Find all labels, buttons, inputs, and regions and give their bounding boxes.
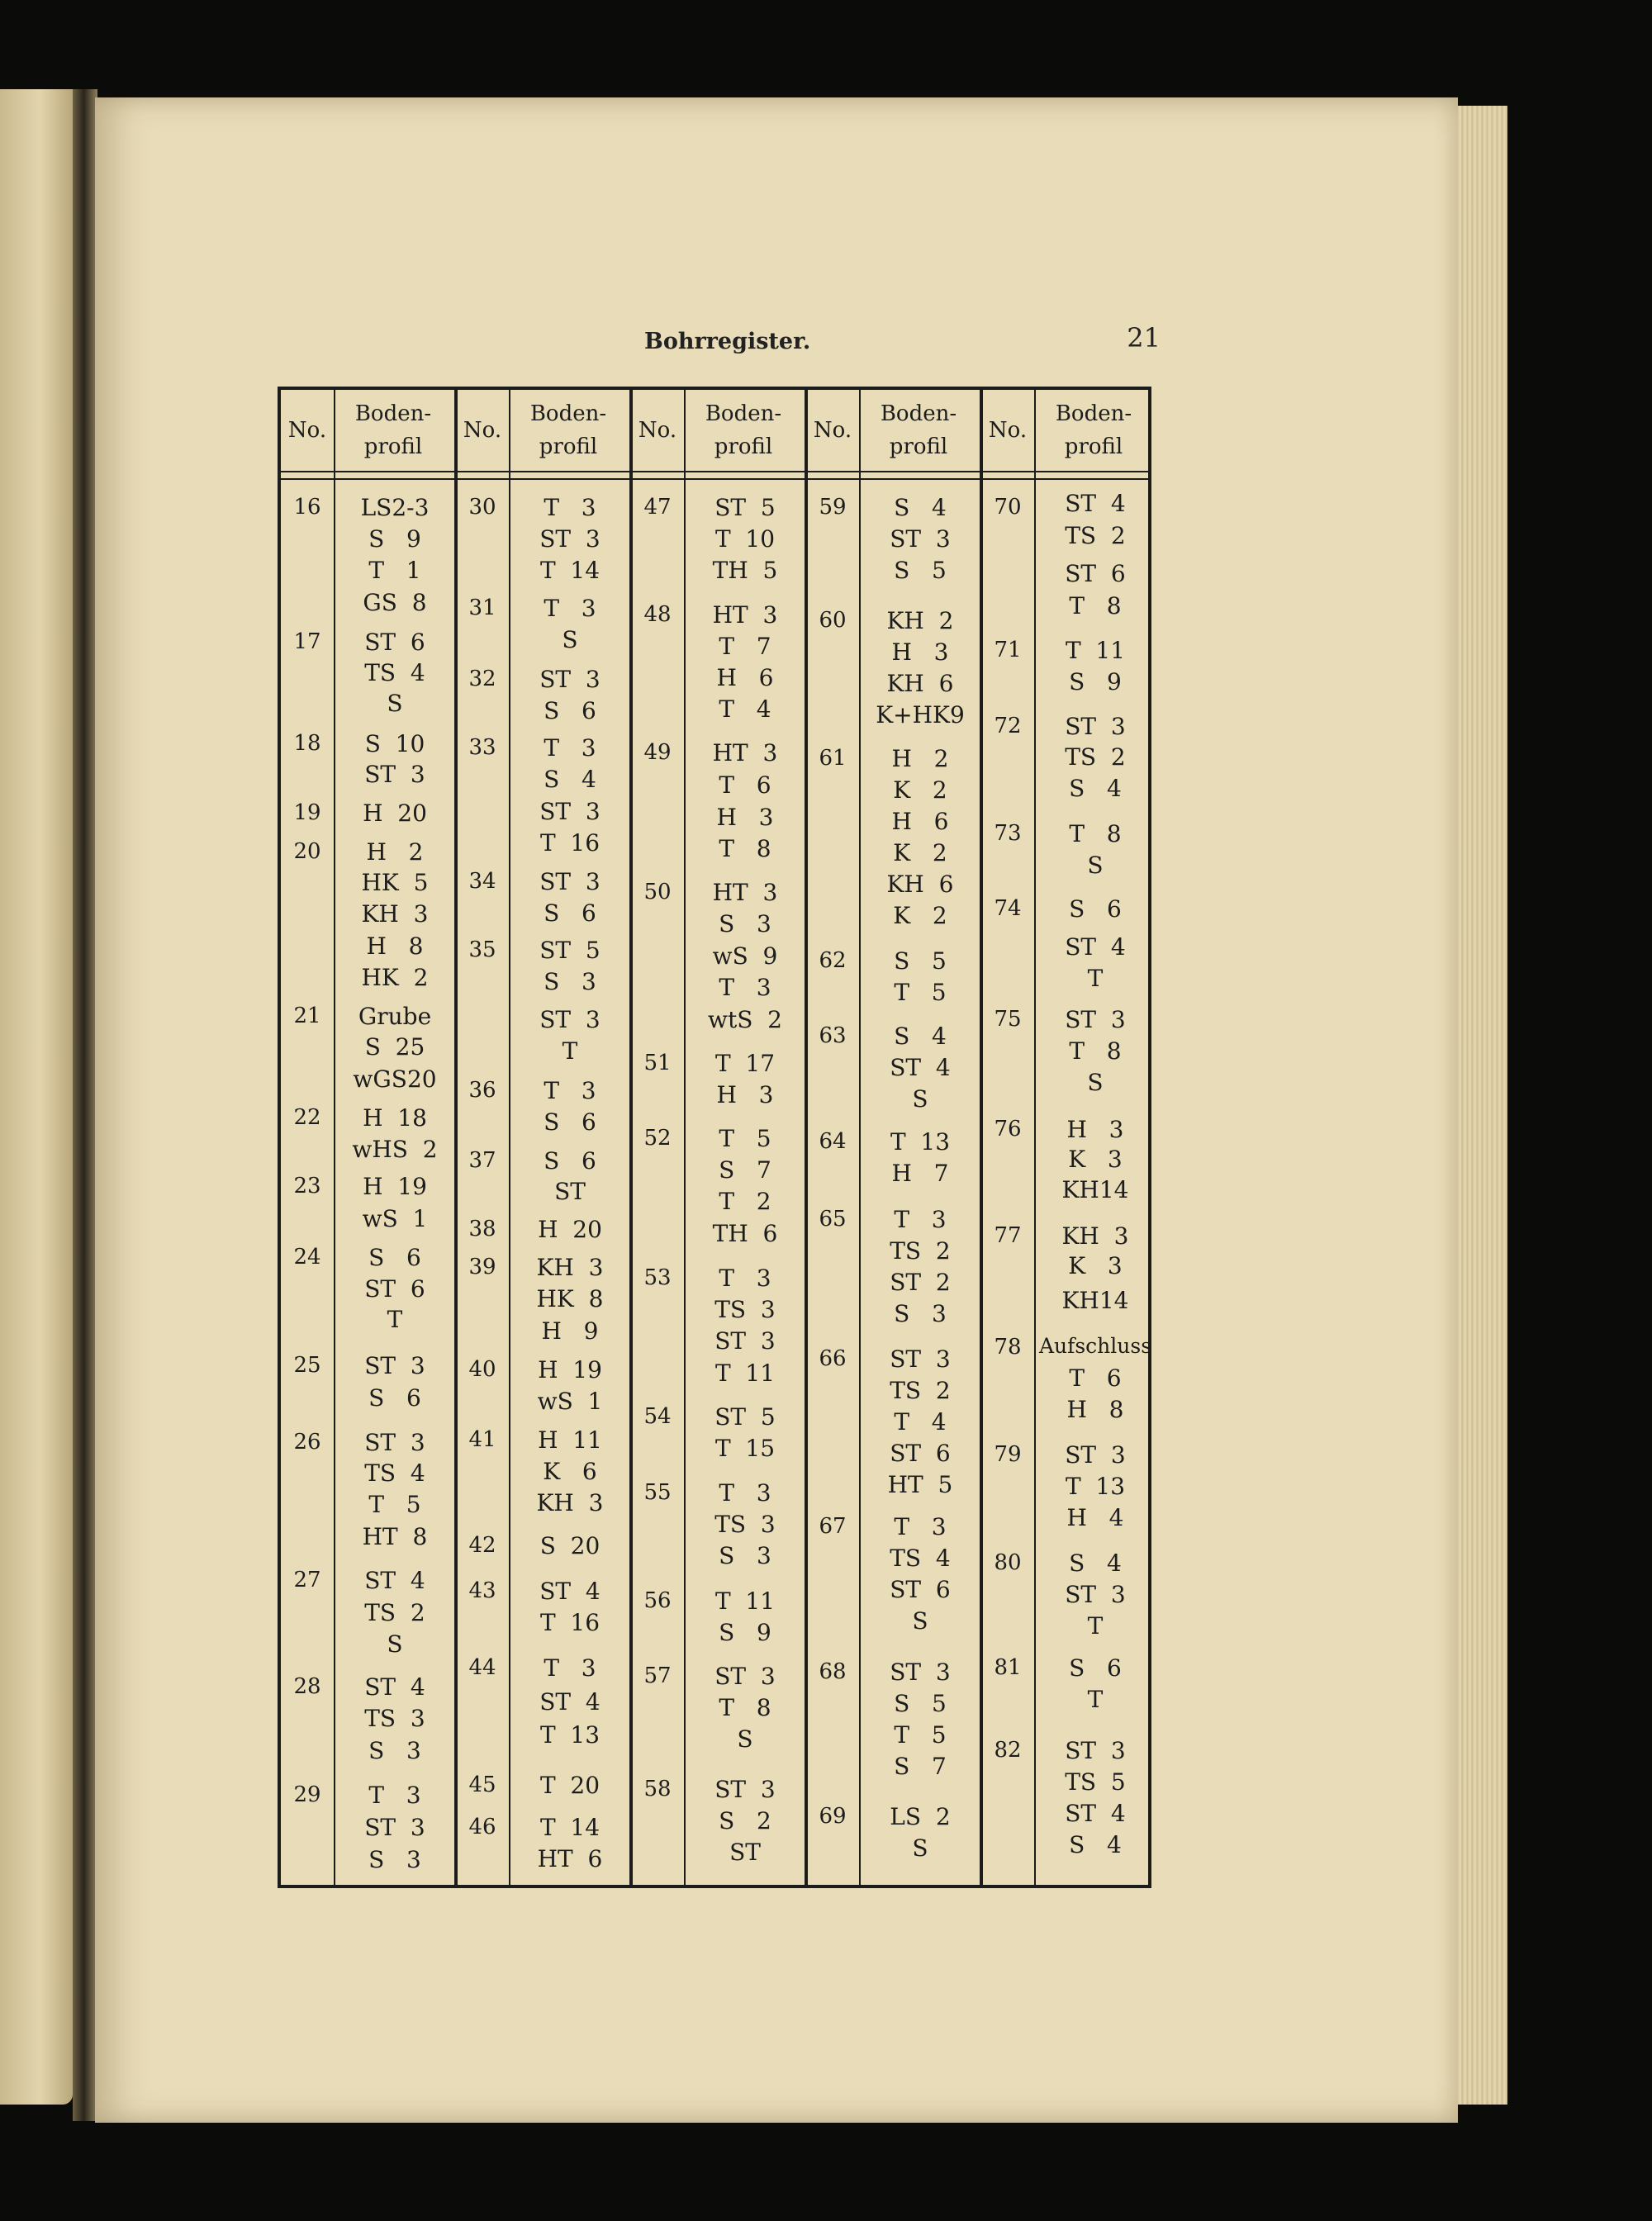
profile-entry: ST 3 <box>1065 1737 1126 1764</box>
boring-number: 52 <box>643 1126 672 1151</box>
profile-entry: ST 3 <box>539 868 601 895</box>
profile-entry: S 25 <box>364 1033 425 1061</box>
profile-entry: TS 3 <box>364 1705 425 1732</box>
profile-entry: S <box>1087 1069 1104 1096</box>
profile-entry: T 8 <box>1069 592 1122 619</box>
boring-number: 69 <box>819 1804 847 1829</box>
profile-entry: T 3 <box>368 1782 421 1809</box>
profile-entry: T 13 <box>890 1128 951 1156</box>
profile-entry: ST 4 <box>364 1673 425 1701</box>
profile-entry: K 2 <box>893 776 947 804</box>
profile-entry: ST 3 <box>1065 713 1126 740</box>
profile-entry: ST 4 <box>1065 1800 1126 1827</box>
profile-entry: T 15 <box>714 1435 776 1462</box>
profile-entry: ST 5 <box>714 494 776 521</box>
profile-entry: ST 3 <box>1065 1006 1126 1033</box>
profile-entry: wS 9 <box>712 942 778 970</box>
profile-entry: T 8 <box>1069 820 1122 847</box>
boring-number: 56 <box>643 1588 672 1613</box>
profile-entry: ST 4 <box>364 1567 425 1594</box>
profile-entry: S 4 <box>1069 1831 1122 1858</box>
profile-entry: ST 3 <box>364 761 425 788</box>
boring-number: 45 <box>468 1773 496 1797</box>
profile-entry: T 3 <box>719 1479 771 1507</box>
profile-entry: HT 3 <box>712 601 778 629</box>
profile-entry: H 3 <box>1066 1116 1124 1143</box>
boring-number: 23 <box>293 1174 321 1198</box>
profile-entry: ST 3 <box>364 1352 425 1379</box>
profile-entry: HT 5 <box>887 1471 953 1498</box>
profile-entry: ST 3 <box>714 1776 776 1803</box>
profile-entry: TS 2 <box>364 1599 425 1626</box>
header-bodenprofil: Boden- profil <box>880 401 957 459</box>
profile-entry: ST 3 <box>539 666 601 693</box>
profile-entry: wS 1 <box>537 1388 603 1415</box>
profile-entry: S 9 <box>368 525 421 553</box>
profile-entry: ST 3 <box>539 798 601 825</box>
profile-entry: S 4 <box>894 494 947 521</box>
profile-entry: ST <box>729 1839 761 1866</box>
boring-number: 59 <box>819 495 847 520</box>
profile-entry: TS 3 <box>714 1296 776 1323</box>
boring-number: 33 <box>468 735 496 760</box>
header-no: No. <box>638 418 677 443</box>
profile-entry: T 3 <box>544 494 596 521</box>
boring-number: 47 <box>643 495 672 520</box>
boring-number: 65 <box>819 1207 847 1232</box>
profile-entry: ST 6 <box>364 1275 425 1303</box>
boring-number: 37 <box>468 1148 496 1173</box>
profile-entry: H 6 <box>891 808 949 835</box>
profile-entry: S <box>912 1834 928 1862</box>
profile-entry: TH 6 <box>712 1220 778 1247</box>
boring-number: 27 <box>293 1568 321 1592</box>
profile-entry: S <box>562 626 578 653</box>
profile-entry: T 13 <box>539 1721 601 1749</box>
boring-number: 39 <box>468 1255 496 1279</box>
profile-entry: H 8 <box>1066 1396 1124 1423</box>
boring-number: 71 <box>994 638 1022 662</box>
profile-entry: T 11 <box>714 1587 776 1615</box>
profile-entry: KH 2 <box>886 607 954 634</box>
boring-number: 18 <box>293 731 321 756</box>
profile-entry: S 9 <box>719 1619 771 1646</box>
profile-entry: S 7 <box>894 1753 947 1780</box>
profile-entry: T <box>387 1306 403 1333</box>
profile-entry: S 7 <box>719 1156 771 1184</box>
profile-entry: T 6 <box>719 771 771 799</box>
profile-entry: S 20 <box>539 1532 601 1559</box>
profile-entry: ST 3 <box>714 1663 776 1690</box>
profile-entry: H 20 <box>363 800 427 827</box>
boring-number: 58 <box>643 1777 672 1801</box>
profile-entry: T 5 <box>368 1491 421 1518</box>
book-gutter <box>73 89 97 2121</box>
profile-entry: TS 5 <box>1065 1768 1126 1796</box>
boring-number: 49 <box>643 740 672 765</box>
profile-entry: ST 6 <box>364 629 425 656</box>
profile-entry: KH14 <box>1061 1287 1129 1314</box>
boring-number: 64 <box>819 1129 847 1154</box>
boring-number: 51 <box>643 1051 672 1075</box>
boring-number: 40 <box>468 1357 496 1382</box>
profile-entry: K 6 <box>543 1458 597 1485</box>
header-bodenprofil: Boden- profil <box>705 401 782 459</box>
profile-entry: ST 3 <box>364 1429 425 1456</box>
profile-entry: T <box>562 1037 578 1065</box>
profile-entry: ST 3 <box>539 1006 601 1033</box>
profile-entry: S <box>912 1085 928 1113</box>
profile-entry: ST 4 <box>1065 933 1126 961</box>
profile-entry: HT 3 <box>712 739 778 766</box>
profile-entry: S 4 <box>544 766 596 793</box>
profile-entry: H 8 <box>366 933 424 960</box>
profile-entry: T 3 <box>544 1077 596 1104</box>
boring-number: 57 <box>643 1663 672 1688</box>
profile-entry: Aufschluss <box>1038 1334 1152 1358</box>
profile-entry: S 2 <box>719 1807 771 1834</box>
boring-number: 60 <box>819 608 847 633</box>
profile-entry: S 6 <box>544 899 596 927</box>
profile-entry: S 4 <box>894 1023 947 1050</box>
header-bodenprofil: Boden- profil <box>354 401 432 459</box>
boring-number: 72 <box>994 714 1022 738</box>
profile-entry: ST 3 <box>1065 1581 1126 1608</box>
profile-entry: H 7 <box>891 1160 949 1187</box>
profile-entry: TS 4 <box>364 659 425 686</box>
profile-entry: S 6 <box>1069 1654 1122 1682</box>
profile-entry: LS2-3 <box>360 494 430 521</box>
profile-entry: S 5 <box>894 557 947 584</box>
boring-number: 32 <box>468 667 496 691</box>
boring-number: 43 <box>468 1578 496 1603</box>
bohrregister-table <box>278 387 1151 1888</box>
profile-entry: T 11 <box>1065 637 1126 664</box>
profile-entry: T 8 <box>1069 1037 1122 1065</box>
profile-entry: ST 3 <box>1065 1441 1126 1469</box>
profile-entry: ST 3 <box>890 1345 951 1373</box>
profile-entry: T 4 <box>719 695 771 723</box>
profile-entry: HK 8 <box>536 1285 604 1312</box>
profile-entry: ST 3 <box>539 525 601 553</box>
profile-entry: TS 4 <box>364 1459 425 1487</box>
profile-entry: K 3 <box>1068 1252 1123 1279</box>
boring-number: 66 <box>819 1346 847 1371</box>
profile-entry: ST 6 <box>890 1440 951 1467</box>
header-bodenprofil: Boden- profil <box>1055 401 1132 459</box>
boring-number: 77 <box>994 1223 1022 1248</box>
profile-entry: T 3 <box>544 734 596 762</box>
profile-entry: S 4 <box>1069 775 1122 802</box>
boring-number: 17 <box>293 629 321 654</box>
boring-number: 34 <box>468 869 496 894</box>
left-page-edge <box>0 89 73 2105</box>
header-bodenprofil: Boden- profil <box>529 401 607 459</box>
profile-entry: KH 3 <box>536 1489 604 1516</box>
boring-number: 74 <box>994 896 1022 921</box>
profile-entry: ST 4 <box>890 1054 951 1081</box>
profile-entry: ST 6 <box>890 1576 951 1603</box>
profile-entry: S 6 <box>544 1147 596 1175</box>
profile-entry: LS 2 <box>890 1803 951 1830</box>
profile-entry: H 9 <box>541 1317 599 1345</box>
profile-entry: ST 5 <box>539 937 601 964</box>
running-title: Bohrregister. <box>644 329 811 354</box>
profile-entry: wGS20 <box>353 1065 437 1093</box>
profile-entry: T 17 <box>714 1050 776 1077</box>
profile-entry: Grube <box>358 1003 432 1030</box>
boring-number: 44 <box>468 1655 496 1680</box>
boring-number: 26 <box>293 1430 321 1455</box>
boring-number: 20 <box>293 839 321 864</box>
boring-number: 38 <box>468 1217 496 1241</box>
profile-entry: T 3 <box>544 1654 596 1682</box>
boring-number: 19 <box>293 800 321 825</box>
profile-entry: KH 3 <box>1061 1222 1129 1250</box>
profile-entry: S <box>387 1630 403 1658</box>
profile-entry: GS 8 <box>363 589 427 616</box>
profile-entry: T 1 <box>368 557 421 584</box>
profile-entry: S 6 <box>544 697 596 724</box>
profile-entry: ST 3 <box>890 525 951 553</box>
boring-number: 76 <box>994 1117 1022 1141</box>
profile-entry: TS 2 <box>1065 743 1126 771</box>
profile-entry: K+HK9 <box>876 701 965 728</box>
profile-entry: KH 3 <box>361 900 429 928</box>
boring-number: 73 <box>994 821 1022 846</box>
profile-entry: T 3 <box>894 1206 947 1233</box>
profile-entry: T 5 <box>894 979 947 1006</box>
profile-entry: ST 3 <box>714 1327 776 1355</box>
boring-number: 78 <box>994 1335 1022 1360</box>
profile-entry: T 13 <box>1065 1473 1126 1500</box>
boring-number: 53 <box>643 1265 672 1290</box>
profile-entry: KH14 <box>1061 1176 1129 1203</box>
profile-entry: T 2 <box>719 1188 771 1215</box>
profile-entry: S 6 <box>368 1244 421 1271</box>
boring-number: 75 <box>994 1007 1022 1032</box>
profile-entry: T 3 <box>719 974 771 1001</box>
profile-entry: T 4 <box>894 1408 947 1436</box>
profile-entry: S <box>912 1607 928 1635</box>
profile-entry: T <box>1087 1612 1104 1640</box>
profile-entry: K 2 <box>893 839 947 866</box>
profile-entry: S <box>737 1725 753 1753</box>
boring-number: 70 <box>994 495 1022 520</box>
boring-number: 29 <box>293 1782 321 1807</box>
profile-entry: T 8 <box>719 1694 771 1721</box>
profile-entry: S 9 <box>1069 668 1122 695</box>
profile-entry: wHS 2 <box>352 1136 438 1163</box>
boring-number: 68 <box>819 1659 847 1684</box>
profile-entry: S 3 <box>719 1542 771 1569</box>
boring-number: 61 <box>819 746 847 771</box>
profile-entry: wS 1 <box>362 1205 428 1232</box>
profile-entry: H 3 <box>716 1081 774 1108</box>
profile-entry: TS 2 <box>890 1377 951 1404</box>
profile-entry: H 3 <box>716 804 774 831</box>
profile-entry: S 6 <box>544 1108 596 1136</box>
profile-entry: S <box>1087 852 1104 879</box>
boring-number: 54 <box>643 1404 672 1429</box>
boring-number: 80 <box>994 1550 1022 1575</box>
profile-entry: H 19 <box>538 1356 602 1383</box>
profile-entry: H 6 <box>716 664 774 691</box>
profile-entry: H 18 <box>363 1104 427 1132</box>
profile-entry: H 20 <box>538 1216 602 1243</box>
boring-number: 42 <box>468 1533 496 1558</box>
profile-entry: S 3 <box>894 1300 947 1327</box>
profile-entry: H 4 <box>1066 1504 1124 1531</box>
profile-entry: T 16 <box>539 829 601 857</box>
profile-entry: S 3 <box>368 1737 421 1764</box>
boring-number: 48 <box>643 602 672 627</box>
profile-entry: T 3 <box>894 1513 947 1540</box>
profile-entry: ST 6 <box>1065 560 1126 587</box>
boring-number: 30 <box>468 495 496 520</box>
profile-entry: T 8 <box>719 835 771 862</box>
profile-entry: ST 5 <box>714 1403 776 1431</box>
profile-entry: T 16 <box>539 1609 601 1636</box>
profile-entry: HT 8 <box>362 1523 428 1550</box>
page-stack-edge <box>1458 106 1507 2105</box>
boring-number: 63 <box>819 1023 847 1048</box>
profile-entry: HT 6 <box>537 1845 603 1872</box>
boring-number: 25 <box>293 1353 321 1378</box>
profile-entry: TS 3 <box>714 1511 776 1538</box>
profile-entry: KH 3 <box>536 1254 604 1281</box>
profile-entry: H 2 <box>366 838 424 866</box>
profile-entry: T 6 <box>1069 1364 1122 1392</box>
profile-entry: T 11 <box>714 1360 776 1387</box>
profile-entry: S 6 <box>368 1384 421 1412</box>
page-number: 21 <box>1127 322 1161 354</box>
profile-entry: ST 4 <box>539 1578 601 1605</box>
profile-entry: ST 4 <box>1065 490 1126 517</box>
profile-entry: T <box>1087 1686 1104 1713</box>
profile-entry: S 5 <box>894 1690 947 1717</box>
boring-number: 31 <box>468 596 496 620</box>
profile-entry: T 3 <box>719 1265 771 1292</box>
header-no: No. <box>287 418 327 443</box>
profile-entry: ST 4 <box>539 1688 601 1716</box>
profile-entry: ST 3 <box>364 1814 425 1841</box>
header-no: No. <box>988 418 1028 443</box>
header-no: No. <box>813 418 852 443</box>
profile-entry: HT 3 <box>712 879 778 906</box>
profile-entry: T 14 <box>539 1814 601 1841</box>
boring-number: 41 <box>468 1427 496 1452</box>
boring-number: 55 <box>643 1480 672 1505</box>
boring-number: 28 <box>293 1674 321 1699</box>
profile-entry: H 11 <box>538 1426 602 1454</box>
header-no: No. <box>463 418 502 443</box>
profile-entry: S 3 <box>368 1846 421 1873</box>
profile-entry: T <box>1087 965 1104 992</box>
profile-entry: T 20 <box>539 1772 601 1799</box>
profile-entry: S 4 <box>1069 1549 1122 1577</box>
profile-entry: ST 2 <box>890 1269 951 1296</box>
profile-entry: TS 4 <box>890 1545 951 1572</box>
profile-entry: T 3 <box>544 595 596 622</box>
profile-entry: HK 2 <box>361 964 429 991</box>
profile-entry: T 14 <box>539 557 601 584</box>
boring-number: 22 <box>293 1105 321 1130</box>
header-rule <box>281 471 1148 480</box>
boring-number: 46 <box>468 1815 496 1839</box>
profile-entry: S 3 <box>544 968 596 995</box>
boring-number: 79 <box>994 1442 1022 1467</box>
profile-entry: TS 2 <box>890 1237 951 1265</box>
profile-entry: ST 3 <box>890 1659 951 1686</box>
profile-entry: H 3 <box>891 638 949 666</box>
boring-number: 62 <box>819 948 847 973</box>
profile-entry: S <box>387 690 403 717</box>
boring-number: 36 <box>468 1078 496 1103</box>
profile-entry: HK 5 <box>361 869 429 896</box>
profile-entry: S 3 <box>719 910 771 937</box>
profile-entry: TH 5 <box>712 557 778 584</box>
boring-number: 82 <box>994 1738 1022 1763</box>
profile-entry: T 5 <box>719 1125 771 1152</box>
boring-number: 21 <box>293 1004 321 1028</box>
boring-number: 35 <box>468 937 496 962</box>
profile-entry: wtS 2 <box>707 1006 782 1033</box>
profile-entry: K 2 <box>893 902 947 929</box>
boring-number: 81 <box>994 1655 1022 1680</box>
boring-number: 24 <box>293 1245 321 1269</box>
profile-entry: ST <box>554 1178 586 1205</box>
profile-entry: K 3 <box>1068 1146 1123 1173</box>
profile-entry: T 5 <box>894 1721 947 1749</box>
profile-entry: H 2 <box>891 745 949 772</box>
profile-entry: H 19 <box>363 1173 427 1200</box>
profile-entry: KH 6 <box>886 670 954 697</box>
profile-entry: KH 6 <box>886 871 954 898</box>
profile-entry: T 10 <box>714 525 776 553</box>
profile-entry: TS 2 <box>1065 522 1126 549</box>
profile-entry: S 10 <box>364 730 425 757</box>
boring-number: 50 <box>643 880 672 904</box>
boring-number: 67 <box>819 1514 847 1539</box>
profile-entry: S 5 <box>894 947 947 975</box>
boring-number: 16 <box>293 495 321 520</box>
profile-entry: S 6 <box>1069 895 1122 923</box>
profile-entry: T 7 <box>719 633 771 660</box>
